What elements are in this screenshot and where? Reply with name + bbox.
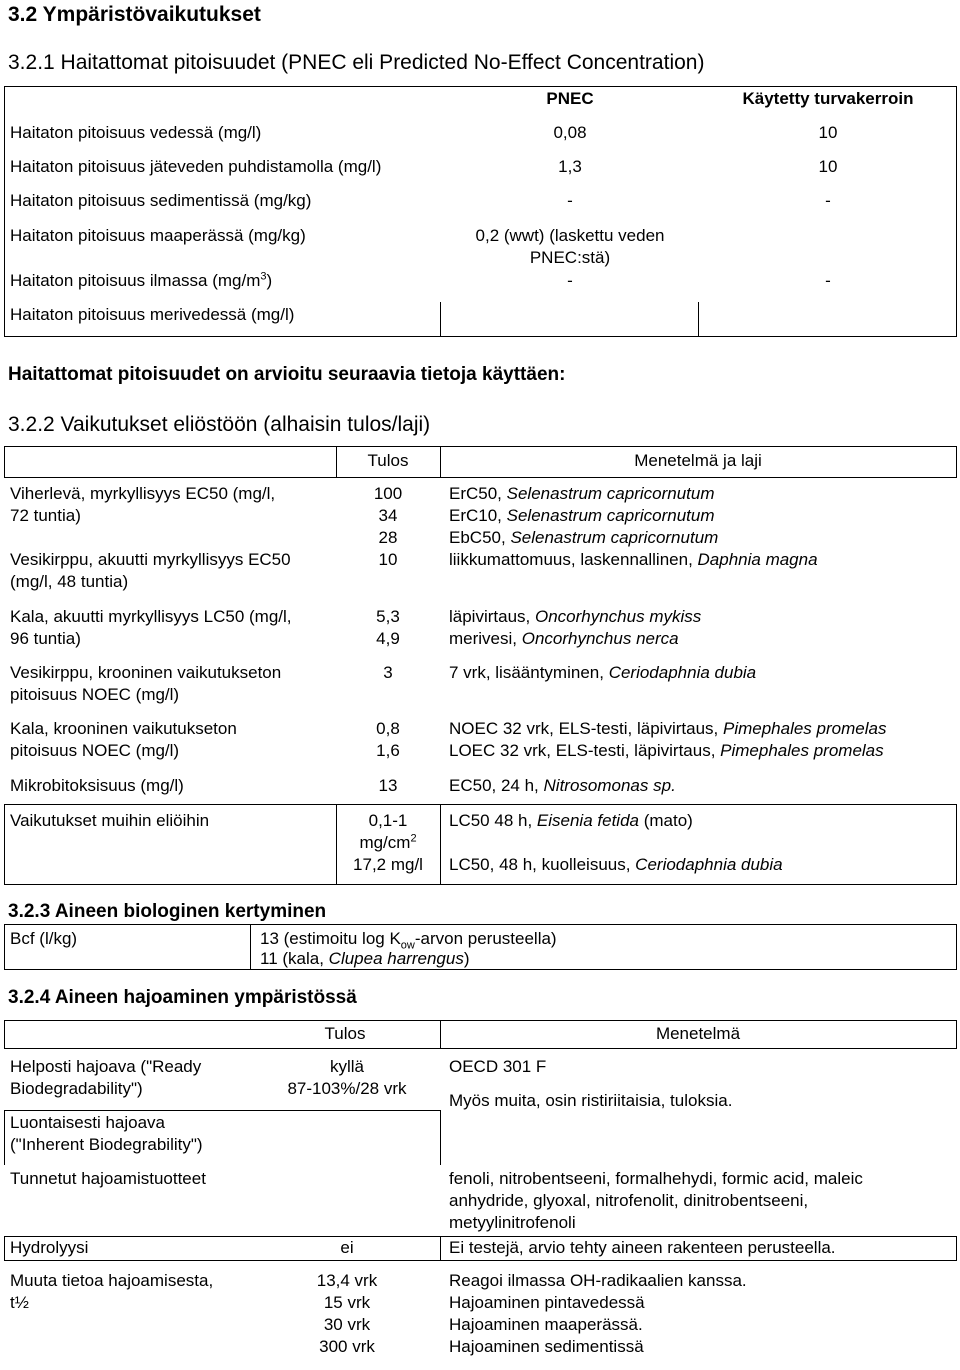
degradation-col-method: Menetelmä [655, 1024, 741, 1043]
effects-col-method: Menetelmä ja laji [634, 451, 762, 470]
section-title: 3.2 Ympäristövaikutukset [8, 3, 261, 26]
degradation-col-result: Tulos [324, 1024, 366, 1043]
degradation-heading: 3.2.4 Aineen hajoaminen ympäristössä [8, 987, 357, 1008]
effects-col-result: Tulos [367, 451, 409, 470]
pnec-heading: 3.2.1 Haitattomat pitoisuudet (PNEC eli Predicted No-Effect Concentration) [8, 51, 705, 74]
bioaccumulation-heading: 3.2.3 Aineen biologinen kertyminen [8, 901, 327, 922]
pnec-col-factor: Käytetty turvakerroin [742, 89, 914, 108]
effects-heading: 3.2.2 Vaikutukset eliöstöön (alhaisin tulos/laji) [8, 413, 431, 436]
pnec-note: Haitattomat pitoisuudet on arvioitu seuraavia tietoja käyttäen: [8, 364, 566, 385]
pnec-col-pnec: PNEC [546, 89, 594, 108]
